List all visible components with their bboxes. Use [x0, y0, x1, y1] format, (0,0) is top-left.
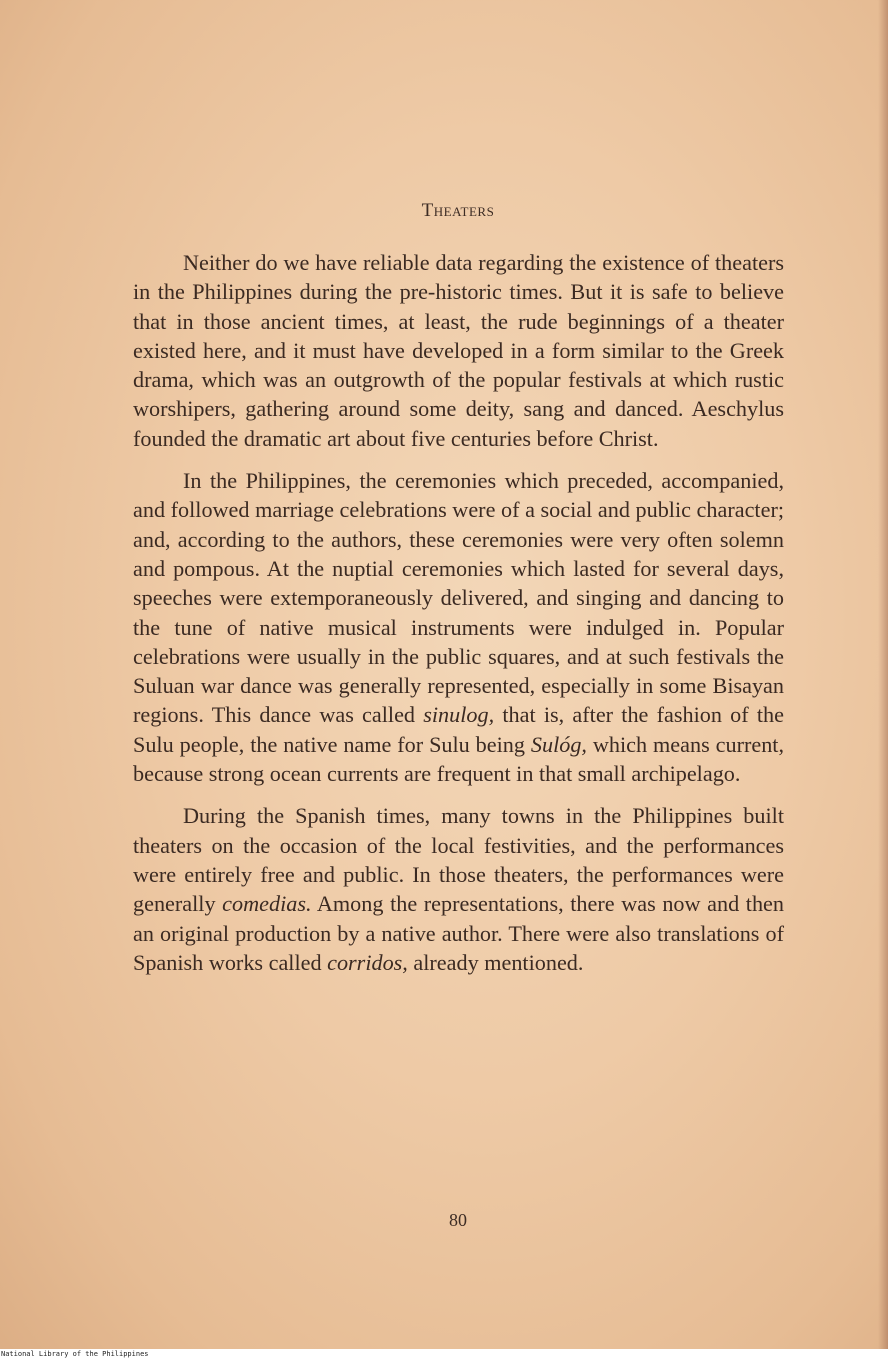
body-text	[133, 248, 784, 990]
paragraph-3-text-a: During the Spanish times, many towns in the Philippines built theaters on the occasion of the local festivities, and the performances were entirely free and public. In those theaters, the performances were generally	[133, 803, 784, 917]
term-sulog: Sulóg,	[530, 731, 587, 757]
term-corridos: corridos,	[327, 949, 408, 975]
paragraph-2-text-a: In the Philippines, the ceremonies which preceded, accompanied, and followed marriage celebrations were of a social and public character; and, according to the authors, these ceremonies were very often solemn and pompous. At the nuptial ceremonies which lasted for several days, speeches were extemporaneously delivered, and singing and dancing to the tune of native musical instruments were indulged in. Popular celebrations were usually in the public squares, and at such festivals the Suluan war dance was generally represented, especially in some Bisayan regions. This dance was called	[133, 468, 784, 728]
page-number: 80	[449, 1210, 467, 1230]
paragraph-3	[133, 801, 784, 977]
term-comedias: comedias.	[222, 891, 312, 917]
paragraph-2-text-c: which means current, because strong ocean currents are frequent in that small archipelago.	[133, 731, 784, 787]
paragraph-2	[133, 466, 784, 788]
paragraph-1	[133, 248, 784, 453]
page-title: Theaters	[421, 200, 495, 221]
paragraph-3-text-c: already mentioned.	[407, 949, 584, 975]
paragraph-2-text-b: that is, after the fashion of the Sulu people, the native name for Sulu being	[133, 702, 784, 757]
paragraph-3-text-b: Among the representations, there was now and then an original production by a native author. There were also translations of Spanish works called	[133, 891, 784, 975]
footer-caption: National Library of the Philippines	[1, 1350, 149, 1358]
term-sinulog: sinulog,	[423, 702, 495, 728]
paragraph-1-text: Neither do we have reliable data regarding the existence of theaters in the Philippines during the pre-historic times. But it is safe to believe that in those ancient times, at least, the rude beginnings of a theater existed here, and it must have developed in a form similar to the Greek drama, which was an outgrowth of the popular festivals at which rustic worshipers, gathering around some deity, sang and danced. Aeschylus founded the dramatic art about five centuries before Christ.	[133, 250, 784, 451]
